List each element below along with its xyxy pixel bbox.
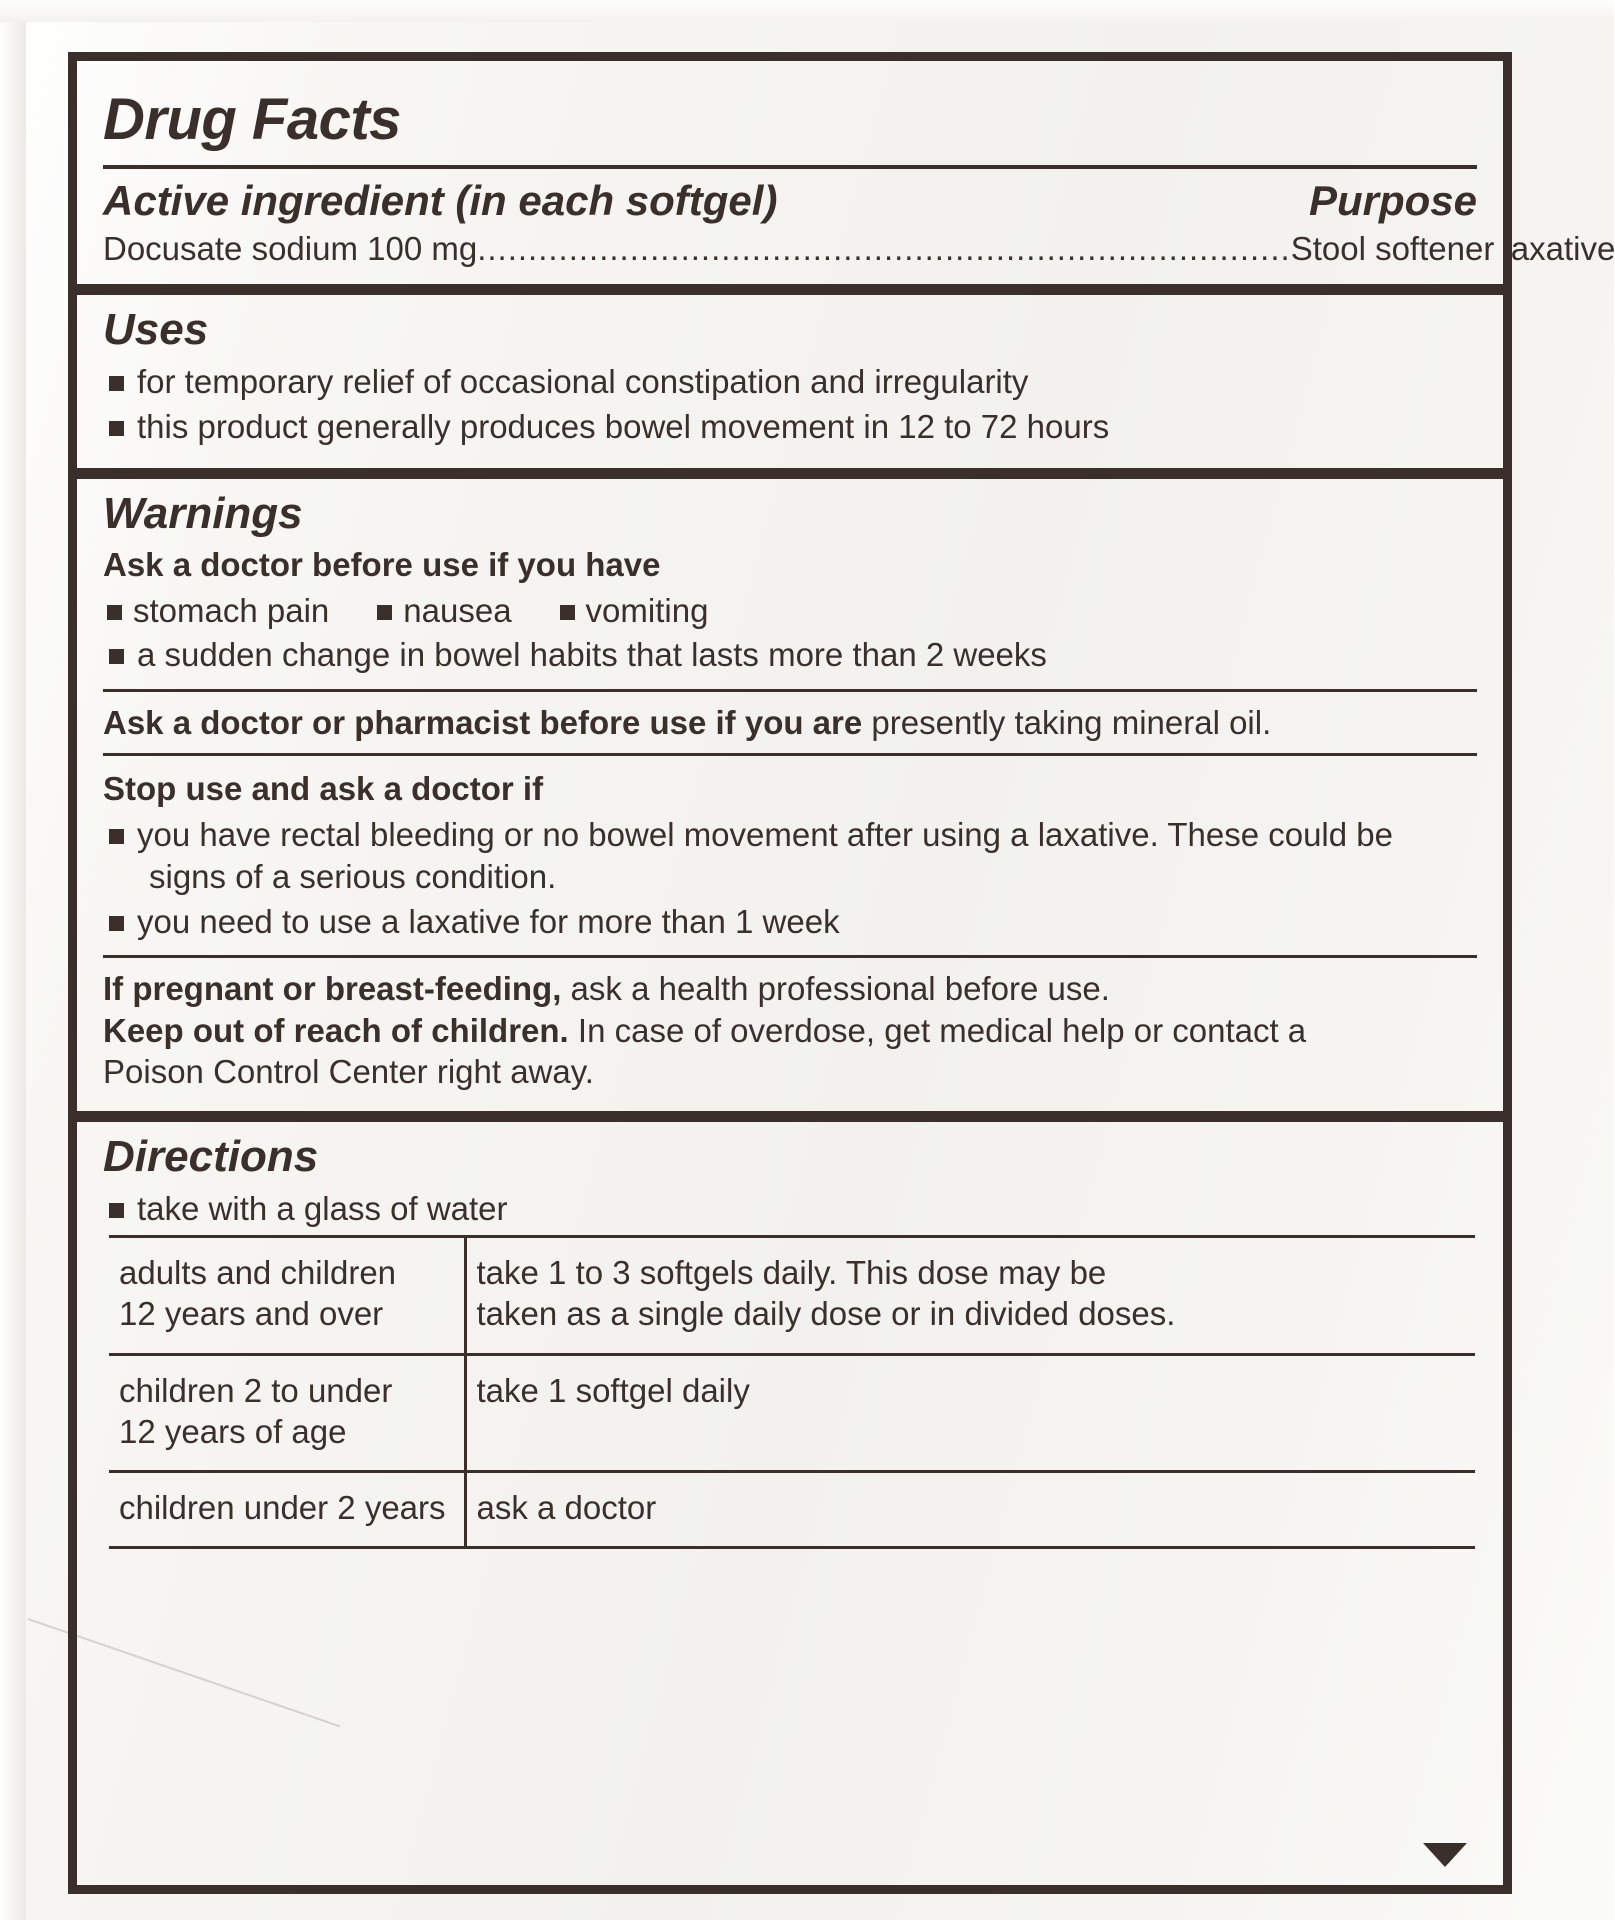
stop-use-list-item: you need to use a laxative for more than 1 week xyxy=(103,901,1477,943)
directions-list xyxy=(103,1188,1477,1230)
pregnancy-children-block xyxy=(77,958,1503,1111)
continued-down-arrow-icon xyxy=(1423,1843,1467,1867)
drug-facts-title: Drug Facts xyxy=(103,87,401,152)
active-ingredient-name: Docusate sodium 100 mg xyxy=(103,229,478,267)
warnings-section xyxy=(77,479,1503,689)
symptom-item: nausea xyxy=(373,590,511,632)
pregnancy-bold: If pregnant or breast-feeding, xyxy=(103,970,562,1008)
table-row xyxy=(109,1354,1475,1472)
keep-out-of-reach-line xyxy=(103,1010,1477,1052)
dosing-age-line1: adults and children xyxy=(119,1254,397,1292)
pregnancy-line xyxy=(103,968,1477,1010)
dosing-dose-line1: take 1 to 3 softgels daily. This dose may be xyxy=(476,1254,1107,1292)
ask-doctor-list-item: a sudden change in bowel habits that lasts more than 2 weeks xyxy=(103,634,1477,676)
stop-use-list-item xyxy=(103,814,1477,897)
directions-section xyxy=(77,1122,1503,1549)
ask-pharmacist-bold: Ask a doctor or pharmacist before use if you are xyxy=(103,703,863,741)
ask-doctor-list xyxy=(103,634,1477,676)
dosing-age-line2: 12 years of age xyxy=(119,1412,347,1450)
symptom-item: vomiting xyxy=(556,590,709,632)
dosing-dose-cell xyxy=(465,1472,1475,1548)
dosing-dose-cell xyxy=(465,1237,1475,1355)
section-divider-directions xyxy=(77,1111,1503,1122)
uses-list-item: this product generally produces bowel movement in 12 to 72 hours xyxy=(103,406,1477,448)
dosing-dose-line2: taken as a single daily dose or in divided doses. xyxy=(476,1295,1176,1333)
stop-use-item-text: you have rectal bleeding or no bowel movement after using a laxative. These could be xyxy=(137,816,1393,854)
dosing-age-line2: 12 years and over xyxy=(119,1295,384,1333)
section-divider-uses xyxy=(77,284,1503,295)
paper-edge-left xyxy=(0,0,26,1920)
stop-use-block xyxy=(77,756,1503,955)
dosing-age-cell xyxy=(109,1237,465,1355)
active-ingredient-row xyxy=(103,226,1615,285)
dosing-age-line1: children 2 to under xyxy=(119,1371,393,1409)
active-ingredient-heading: Active ingredient (in each softgel) xyxy=(103,177,778,224)
directions-heading: Directions xyxy=(103,1131,319,1181)
purpose-heading: Purpose xyxy=(1308,177,1477,224)
dosing-age-cell xyxy=(109,1472,465,1548)
uses-list-item: for temporary relief of occasional constipation and irregularity xyxy=(103,361,1477,403)
table-row xyxy=(109,1472,1475,1548)
ask-doctor-inline-symptoms xyxy=(103,590,1477,632)
directions-list-item: take with a glass of water xyxy=(103,1188,1477,1230)
uses-heading: Uses xyxy=(103,305,209,355)
dosing-table xyxy=(109,1235,1475,1549)
warnings-heading: Warnings xyxy=(103,489,303,539)
dosing-age-line1: children under 2 years xyxy=(119,1489,446,1527)
keep-out-of-reach-rest: In case of overdose, get medical help or contact a xyxy=(568,1011,1307,1049)
symptom-item: stomach pain xyxy=(103,590,329,632)
dosing-dose-line1: take 1 softgel daily xyxy=(476,1371,750,1409)
stop-use-list xyxy=(103,814,1477,942)
section-divider-warnings xyxy=(77,468,1503,479)
table-row xyxy=(109,1237,1475,1355)
active-ingredient-heading-row xyxy=(103,169,1477,226)
ask-pharmacist-rest: presently taking mineral oil. xyxy=(862,703,1272,741)
pregnancy-rest: ask a health professional before use. xyxy=(561,970,1110,1008)
poison-control-line: Poison Control Center right away. xyxy=(103,1053,594,1091)
dosing-dose-line1: ask a doctor xyxy=(476,1489,657,1527)
uses-section xyxy=(77,295,1503,468)
paper-edge-top xyxy=(0,0,1614,22)
keep-out-of-reach-bold: Keep out of reach of children. xyxy=(103,1011,569,1049)
ask-pharmacist-block xyxy=(77,692,1503,754)
leader-dots: ................................................................................ xyxy=(477,229,1291,267)
stop-use-heading: Stop use and ask a doctor if xyxy=(103,770,544,808)
ask-doctor-heading: Ask a doctor before use if you have xyxy=(103,545,661,583)
ask-pharmacist-line xyxy=(103,702,1477,744)
stop-use-item-continuation: signs of a serious condition. xyxy=(149,858,557,895)
active-ingredient-section xyxy=(77,169,1615,284)
active-ingredient-purpose: Stool softener laxative xyxy=(1290,229,1615,267)
dosing-dose-cell xyxy=(465,1354,1475,1472)
uses-list xyxy=(103,361,1477,447)
drug-facts-panel xyxy=(68,52,1615,1894)
dosing-age-cell xyxy=(109,1354,465,1472)
